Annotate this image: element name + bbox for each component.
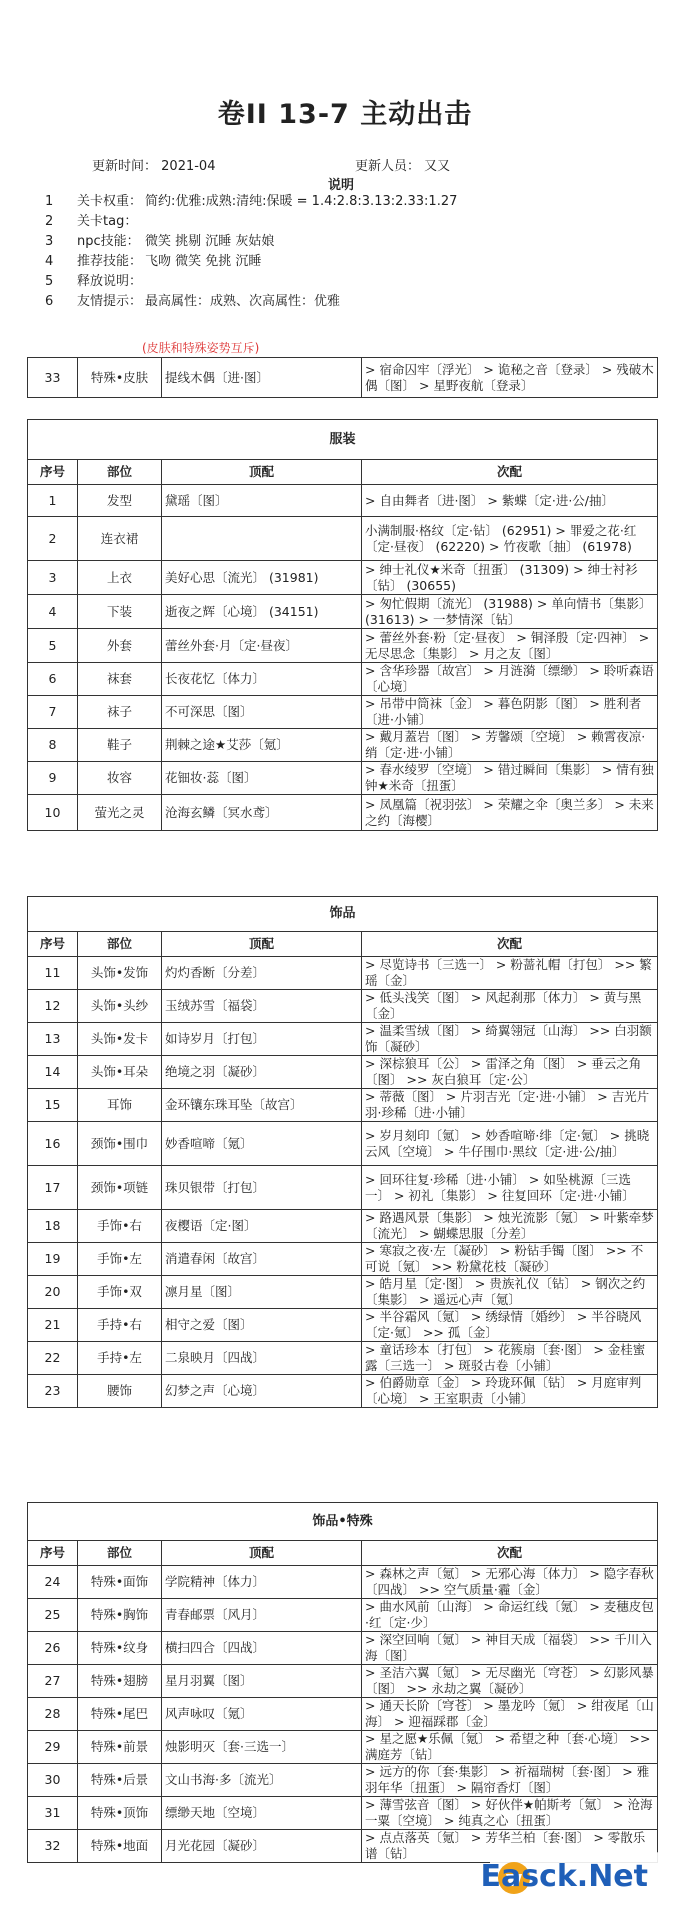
cell-top: 逝夜之辉〔心境〕 (34151) — [162, 595, 362, 629]
cell-part: 头饰•头纱 — [78, 990, 162, 1023]
cell-top: 文山书海·多〔流光〕 — [162, 1764, 362, 1797]
table-row — [28, 762, 658, 795]
cell-sub: > 伯爵勋章〔金〕 > 玲珑环佩〔钻〕 > 月庭审判〔心境〕 > 王室职责〔小铺〕 — [362, 1375, 658, 1408]
cell-no: 10 — [28, 795, 78, 831]
table-row — [28, 1023, 658, 1056]
cell-top: 风声咏叹〔氪〕 — [162, 1698, 362, 1731]
table-row — [28, 1276, 658, 1309]
cell-part: 特殊•顶饰 — [78, 1797, 162, 1830]
table-row — [28, 696, 658, 729]
cell-no: 21 — [28, 1309, 78, 1342]
cell-top: 黛瑶〔图〕 — [162, 485, 362, 517]
cell-part: 特殊•地面 — [78, 1830, 162, 1863]
cell-top: 青春邮票〔风月〕 — [162, 1599, 362, 1632]
update-time — [92, 155, 215, 174]
section-header-clothing: 服装 — [28, 420, 658, 460]
cell-no: 28 — [28, 1698, 78, 1731]
cell-part: 特殊•胸饰 — [78, 1599, 162, 1632]
cell-top: 凛月星〔图〕 — [162, 1276, 362, 1309]
info-row: 4 推荐技能： 飞吻 微笑 免挑 沉睡 — [45, 254, 262, 269]
cell-top: 二泉映月〔四战〕 — [162, 1342, 362, 1375]
cell-sub: > 回环往复·珍稀〔进·小铺〕 > 如坠桃源〔三选一〕 > 初礼〔集影〕 > 往复回环〔定·进·小铺〕 — [362, 1166, 658, 1210]
table-row — [28, 1342, 658, 1375]
cell-sub: > 通天长阶〔穹苍〕 > 墨龙吟〔氪〕 > 绀夜尾〔山海〕 > 迎福踩郡〔金〕 — [362, 1698, 658, 1731]
cell-sub: > 匆忙假期〔流光〕 (31988) > 单向情书〔集影〕 (31613) > 一梦情深〔钻〕 — [362, 595, 658, 629]
cell-sub: > 戴月蓋岩〔图〕 > 芳馨颂〔空境〕 > 赖霄夜凉·绡〔定·进·小铺〕 — [362, 729, 658, 762]
cell-part: 手持•右 — [78, 1309, 162, 1342]
cell-part: 特殊•前景 — [78, 1731, 162, 1764]
cell-part: 妆容 — [78, 762, 162, 795]
cell-no: 14 — [28, 1056, 78, 1089]
cell-top: 蕾丝外套·月〔定·昼夜〕 — [162, 629, 362, 663]
cell-sub: > 森林之声〔氪〕 > 无邪心海〔体力〕 > 隐字春秋〔四战〕 >> 空气质量·霾〔金〕 — [362, 1566, 658, 1599]
cell-no: 7 — [28, 696, 78, 729]
cell-part: 发型 — [78, 485, 162, 517]
table-row — [28, 1210, 658, 1243]
table-row — [28, 1309, 658, 1342]
cell-sub: > 绅士礼仪★米奇〔扭蛋〕 (31309) > 绅士衬衫〔钻〕 (30655) — [362, 561, 658, 595]
table-row — [28, 1797, 658, 1830]
info-row: 2 关卡tag： — [45, 214, 138, 229]
cell-no: 30 — [28, 1764, 78, 1797]
cell-part: 手饰•左 — [78, 1243, 162, 1276]
table-row: 33 特殊•皮肤 提线木偶〔进·图〕 > 宿命囚牢〔浮光〕 > 诡秘之音〔登录〕 > 残破木偶〔图〕 > 星野夜航〔登录〕 — [28, 358, 658, 398]
cell-part: 下装 — [78, 595, 162, 629]
cell-top: 学院精神〔体力〕 — [162, 1566, 362, 1599]
table-row — [28, 517, 658, 561]
table-row — [28, 1166, 658, 1210]
cell-part: 腰饰 — [78, 1375, 162, 1408]
cell-sub: > 童话珍本〔打包〕 > 花簇扇〔套·图〕 > 金桂蜜露〔三选一〕 > 斑驳古卷〔小铺〕 — [362, 1342, 658, 1375]
cell-part: 头饰•发饰 — [78, 957, 162, 990]
cell-no: 22 — [28, 1342, 78, 1375]
cell-top: 美好心思〔流光〕 (31981) — [162, 561, 362, 595]
cell-part: 萤光之灵 — [78, 795, 162, 831]
cell-sub: > 深空回响〔氪〕 > 神目天成〔福袋〕 >> 千川入海〔图〕 — [362, 1632, 658, 1665]
cell-sub: > 蒂薇〔图〕 > 片羽吉光〔定·进·小铺〕 > 吉光片羽·珍稀〔进·小铺〕 — [362, 1089, 658, 1122]
cell-sub: > 含华珍器〔故宫〕 > 月涟漪〔缥缈〕 > 聆听森语〔心境〕 — [362, 663, 658, 696]
table-row — [28, 663, 658, 696]
cell-no: 20 — [28, 1276, 78, 1309]
cell-part: 外套 — [78, 629, 162, 663]
cell-part: 特殊•后景 — [78, 1764, 162, 1797]
table-row — [28, 1243, 658, 1276]
table-row — [28, 1375, 658, 1408]
table-row — [28, 990, 658, 1023]
table-row — [28, 729, 658, 762]
cell-top: 相守之爱〔图〕 — [162, 1309, 362, 1342]
cell-no: 23 — [28, 1375, 78, 1408]
cell-sub: > 温柔雪绒〔图〕 > 绮翼翎冠〔山海〕 >> 白羽额饰〔凝砂〕 — [362, 1023, 658, 1056]
cell-no: 19 — [28, 1243, 78, 1276]
cell-no: 1 — [28, 485, 78, 517]
cell-top: 荆棘之途★艾莎〔氪〕 — [162, 729, 362, 762]
cell-no: 32 — [28, 1830, 78, 1863]
cell-sub: > 尽览诗书〔三选一〕 > 粉蔷礼帽〔打包〕 >> 繁瑶〔金〕 — [362, 957, 658, 990]
cell-no: 2 — [28, 517, 78, 561]
table-row — [28, 485, 658, 517]
cell-top — [162, 517, 362, 561]
cell-top: 星月羽翼〔图〕 — [162, 1665, 362, 1698]
cell-no: 26 — [28, 1632, 78, 1665]
table-row — [28, 1056, 658, 1089]
cell-top: 珠贝银带〔打包〕 — [162, 1166, 362, 1210]
cell-sub: > 低头浅笑〔图〕 > 风起刹那〔体力〕 > 黄与黑〔金〕 — [362, 990, 658, 1023]
cell-no: 25 — [28, 1599, 78, 1632]
cell-sub: > 薄雪弦音〔图〕 > 好伙伴★帕斯考〔氪〕 > 沧海一粟〔空境〕 > 纯真之心〔扭蛋〕 — [362, 1797, 658, 1830]
table-row — [28, 1599, 658, 1632]
cell-no: 6 — [28, 663, 78, 696]
info-row: 1 关卡权重： 简约:优雅:成熟:清纯:保暖 = 1.4:2.8:3.13:2.33:1.27 — [45, 194, 458, 209]
table-row — [28, 629, 658, 663]
table-row — [28, 1731, 658, 1764]
cell-sub: > 岁月刻印〔氪〕 > 妙香喧啼·绯〔定·氪〕 > 挑晓云风〔空境〕 > 牛仔围巾·黑纹〔定·进·公/抽〕 — [362, 1122, 658, 1166]
header-row: 序号 部位 顶配 次配 — [28, 1541, 658, 1566]
cell-part: 手饰•双 — [78, 1276, 162, 1309]
cell-top: 不可深思〔图〕 — [162, 696, 362, 729]
cell-sub: > 皓月星〔定·图〕 > 贵族礼仪〔钻〕 > 钢次之约〔集影〕 > 遥远心声〔氪〕 — [362, 1276, 658, 1309]
cell-top: 金环镶东珠耳坠〔故宫〕 — [162, 1089, 362, 1122]
cell-part: 连衣裙 — [78, 517, 162, 561]
cell-no: 17 — [28, 1166, 78, 1210]
cell-top: 沧海玄鳞〔冥水鸢〕 — [162, 795, 362, 831]
updater-value: 又又 — [424, 159, 451, 174]
cell-part: 手持•左 — [78, 1342, 162, 1375]
info-row: 5 释放说明： — [45, 274, 143, 289]
cell-sub: > 圣洁六翼〔氪〕 > 无尽幽光〔穹苍〕 > 幻影风暴〔图〕 >> 永劫之翼〔凝砂〕 — [362, 1665, 658, 1698]
table-row — [28, 1665, 658, 1698]
cell-sub: > 春水绫罗〔空境〕 > 错过瞬间〔集影〕 > 情有独钟★米奇〔扭蛋〕 — [362, 762, 658, 795]
cell-top: 夜樱语〔定·图〕 — [162, 1210, 362, 1243]
cell-top: 如诗岁月〔打包〕 — [162, 1023, 362, 1056]
table-row — [28, 1632, 658, 1665]
table-row — [28, 1122, 658, 1166]
cell-top: 绝境之羽〔凝砂〕 — [162, 1056, 362, 1089]
accessory-table — [27, 896, 658, 1408]
cell-top: 花钿妆·蕊〔图〕 — [162, 762, 362, 795]
cell-no: 13 — [28, 1023, 78, 1056]
cell-no: 15 — [28, 1089, 78, 1122]
cell-part: 颈饰•围巾 — [78, 1122, 162, 1166]
page-title: 卷II 13-7 主动出击 — [217, 99, 473, 130]
cell-sub: > 点点落英〔氪〕 > 芳华兰柏〔套·图〕 > 零散乐谱〔钻〕 — [362, 1830, 658, 1863]
cell-part: 袜子 — [78, 696, 162, 729]
info-row: 3 npc技能： 微笑 挑剔 沉睡 灰姑娘 — [45, 234, 275, 249]
cell-part: 上衣 — [78, 561, 162, 595]
cell-part: 袜套 — [78, 663, 162, 696]
cell-sub: > 路遇风景〔集影〕 > 烛光流影〔氪〕 > 叶紫牵梦〔流光〕 > 蝴蝶思服〔分差〕 — [362, 1210, 658, 1243]
cell-top: 月光花园〔凝砂〕 — [162, 1830, 362, 1863]
cell-no: 11 — [28, 957, 78, 990]
cell-part: 耳饰 — [78, 1089, 162, 1122]
cell-sub: > 深棕狼耳〔公〕 > 雷泽之角〔图〕 > 垂云之角〔图〕 >> 灰白狼耳〔定·公〕 — [362, 1056, 658, 1089]
cell-top: 横扫四合〔四战〕 — [162, 1632, 362, 1665]
cell-top: 妙香喧啼〔氪〕 — [162, 1122, 362, 1166]
cell-part: 特殊•面饰 — [78, 1566, 162, 1599]
cell-top: 灼灼香断〔分差〕 — [162, 957, 362, 990]
table-row — [28, 595, 658, 629]
cell-sub: > 寒寂之夜·左〔凝砂〕 > 粉钻手镯〔图〕 >> 不可说〔氪〕 >> 粉黛花枝〔凝砂〕 — [362, 1243, 658, 1276]
cell-top: 缥缈天地〔空境〕 — [162, 1797, 362, 1830]
cell-no: 18 — [28, 1210, 78, 1243]
table-row — [28, 795, 658, 831]
cell-top: 幻梦之声〔心境〕 — [162, 1375, 362, 1408]
cell-sub: > 自由舞者〔进·图〕 > 紫蝶〔定·进·公/抽〕 — [362, 485, 658, 517]
cell-sub: 小满制服·格纹〔定·钻〕 (62951) > 罪爱之花·红〔定·昼夜〕 (62220) > 竹夜歌〔抽〕 (61978) — [362, 517, 658, 561]
cell-sub: > 凤凰篇〔祝羽弦〕 > 荣耀之伞〔奥兰多〕 > 未来之约〔海樱〕 — [362, 795, 658, 831]
cell-part: 特殊•翅膀 — [78, 1665, 162, 1698]
updater — [355, 155, 450, 174]
cell-top: 消遣春闲〔故宫〕 — [162, 1243, 362, 1276]
cell-part: 特殊•尾巴 — [78, 1698, 162, 1731]
cell-sub: > 蕾丝外套·粉〔定·昼夜〕 > 铜泽殷〔定·四神〕 > 无尽思念〔集影〕 > 月之友〔图〕 — [362, 629, 658, 663]
table-row — [28, 1566, 658, 1599]
cell-part: 鞋子 — [78, 729, 162, 762]
cell-top: 烛影明灭〔套·三选一〕 — [162, 1731, 362, 1764]
cell-part: 头饰•发卡 — [78, 1023, 162, 1056]
info-row: 6 友情提示： 最高属性：成熟、次高属性：优雅 — [45, 294, 341, 309]
cell-sub: > 吊带中筒袜〔金〕 > 暮色阴影〔图〕 > 胜利者〔进·小铺〕 — [362, 696, 658, 729]
table-row — [28, 1698, 658, 1731]
cell-part: 头饰•耳朵 — [78, 1056, 162, 1089]
cell-no: 5 — [28, 629, 78, 663]
cell-no: 16 — [28, 1122, 78, 1166]
cell-top: 玉绒苏雪〔福袋〕 — [162, 990, 362, 1023]
table-row — [28, 957, 658, 990]
cell-sub: > 远方的你〔套·集影〕 > 祈福瑞树〔套·图〕 > 雅羽年华〔扭蛋〕 > 隔帘香灯〔图〕 — [362, 1764, 658, 1797]
skin-table — [27, 357, 658, 398]
header-row: 序号 部位 顶配 次配 — [28, 460, 658, 485]
cell-top: 长夜花忆〔体力〕 — [162, 663, 362, 696]
cell-sub: > 曲水风前〔山海〕 > 命运红线〔氪〕 > 麦穗皮包·红〔定·少〕 — [362, 1599, 658, 1632]
cell-no: 4 — [28, 595, 78, 629]
table-row — [28, 561, 658, 595]
info-list — [45, 192, 457, 312]
update-time-value: 2021-04 — [161, 159, 216, 174]
cell-part: 颈饰•项链 — [78, 1166, 162, 1210]
skin-note: (皮肤和特殊姿势互斥) — [142, 341, 260, 355]
cell-no: 27 — [28, 1665, 78, 1698]
special-table — [27, 1502, 658, 1863]
cell-no: 24 — [28, 1566, 78, 1599]
cell-no: 31 — [28, 1797, 78, 1830]
updater-label: 更新人员： — [355, 159, 421, 174]
cell-no: 29 — [28, 1731, 78, 1764]
header-row: 序号 部位 顶配 次配 — [28, 932, 658, 957]
cell-no: 9 — [28, 762, 78, 795]
cell-part: 特殊•纹身 — [78, 1632, 162, 1665]
watermark: Easck.Net — [480, 1859, 648, 1894]
cell-no: 12 — [28, 990, 78, 1023]
section-title: 说明 — [328, 178, 355, 193]
clothing-table — [27, 419, 658, 831]
cell-sub: > 星之愿★乐佩〔氪〕 > 希望之种〔套·心境〕 >> 满庭芳〔钻〕 — [362, 1731, 658, 1764]
section-header-accessory: 饰品 — [28, 897, 658, 932]
cell-no: 3 — [28, 561, 78, 595]
update-time-label: 更新时间： — [92, 159, 158, 174]
cell-sub: > 半谷霜风〔氪〕 > 绣绿情〔婚纱〕 > 半谷晓风〔定·氪〕 >> 孤〔金〕 — [362, 1309, 658, 1342]
cell-part: 手饰•右 — [78, 1210, 162, 1243]
cell-no: 8 — [28, 729, 78, 762]
section-header-special: 饰品•特殊 — [28, 1503, 658, 1541]
table-row — [28, 1764, 658, 1797]
table-row — [28, 1089, 658, 1122]
